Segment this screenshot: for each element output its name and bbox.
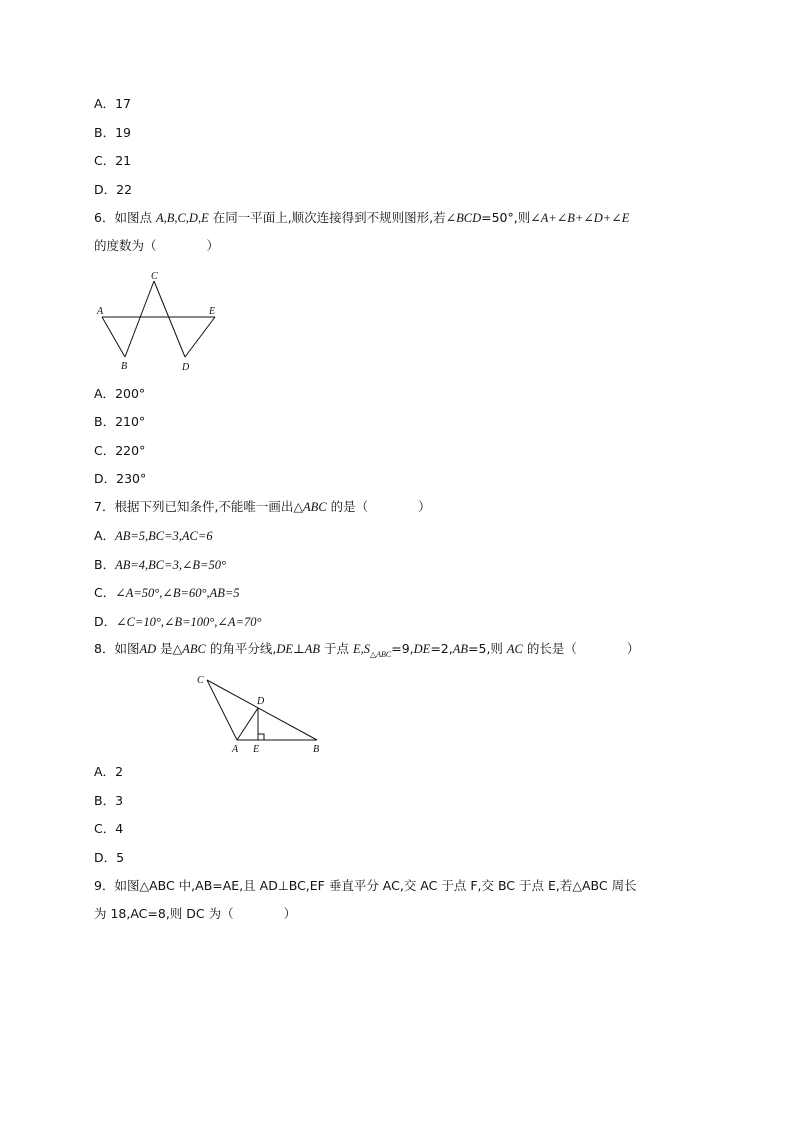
q8-option-d: D．5 — [94, 850, 125, 865]
q6-label-c: C — [151, 271, 158, 282]
q6-segment-de — [185, 317, 215, 357]
q7-stem: 7．根据下列已知条件,不能唯一画出△ABC 的是（ ） — [94, 499, 431, 514]
q5-option-b: B．19 — [94, 125, 131, 140]
q8-segment-ca — [207, 680, 237, 740]
q7-option-b: B．AB=4,BC=3,∠B=50° — [94, 557, 226, 572]
q8-option-c: C．4 — [94, 821, 124, 836]
q6-segment-ab — [102, 317, 125, 357]
q6-option-a: A．200° — [94, 386, 146, 401]
q8-option-b: B．3 — [94, 793, 124, 808]
q6-stem-line1: 6．如图点 A,B,C,D,E 在同一平面上,顺次连接得到不规则图形,若∠BCD=50°,则∠A+∠B+∠D+∠E — [94, 210, 630, 225]
q6-segment-cd — [154, 281, 185, 357]
q6-option-d: D．230° — [94, 471, 147, 486]
q8-label-c: C — [197, 675, 204, 686]
q8-option-a: A．2 — [94, 764, 124, 779]
q8-stem: 8．如图AD 是△ABC 的角平分线,DE⊥AB 于点 $E,S_{\triangle ABC}=9,DE=2,AB=5$,则 AC 的长是（ ） — [94, 641, 640, 659]
q8-label-a: A — [232, 744, 239, 755]
q6-label-b: B — [121, 361, 128, 372]
q5-option-a: A．17 — [94, 96, 131, 111]
q6-label-d: D — [182, 362, 190, 373]
q5-option-d: D．22 — [94, 182, 133, 197]
q6-option-b: B．210° — [94, 414, 146, 429]
q8-figure — [195, 670, 330, 755]
q8-segment-ad — [237, 708, 258, 740]
q7-option-a: A．AB=5,BC=3,AC=6 — [94, 528, 213, 543]
q6-stem-line2: 的度数为（ ） — [94, 238, 220, 253]
q9-stem-line2: 为 18,AC=8,则 DC 为（ ） — [94, 906, 297, 921]
q6-option-c: C．220° — [94, 443, 146, 458]
q6-segment-bc — [125, 281, 154, 357]
q7-option-c: C．∠A=50°,∠B=60°,AB=5 — [94, 585, 240, 600]
q8-label-d: D — [257, 696, 265, 707]
q8-right-angle-mark — [258, 734, 264, 740]
q8-label-e: E — [253, 744, 260, 755]
q6-label-a: A — [97, 306, 104, 317]
q8-label-b: B — [313, 744, 320, 755]
q8-segment-cb — [207, 680, 317, 740]
q5-option-c: C．21 — [94, 153, 132, 168]
q7-option-d: D．∠C=10°,∠B=100°,∠A=70° — [94, 614, 262, 629]
q6-figure — [94, 270, 224, 375]
q9-stem-line1: 9．如图△ABC 中,AB=AE,且 AD⊥BC,EF 垂直平分 AC,交 AC 于点 F,交 BC 于点 E,若△ABC 周长 — [94, 878, 637, 893]
q6-label-e: E — [209, 306, 216, 317]
